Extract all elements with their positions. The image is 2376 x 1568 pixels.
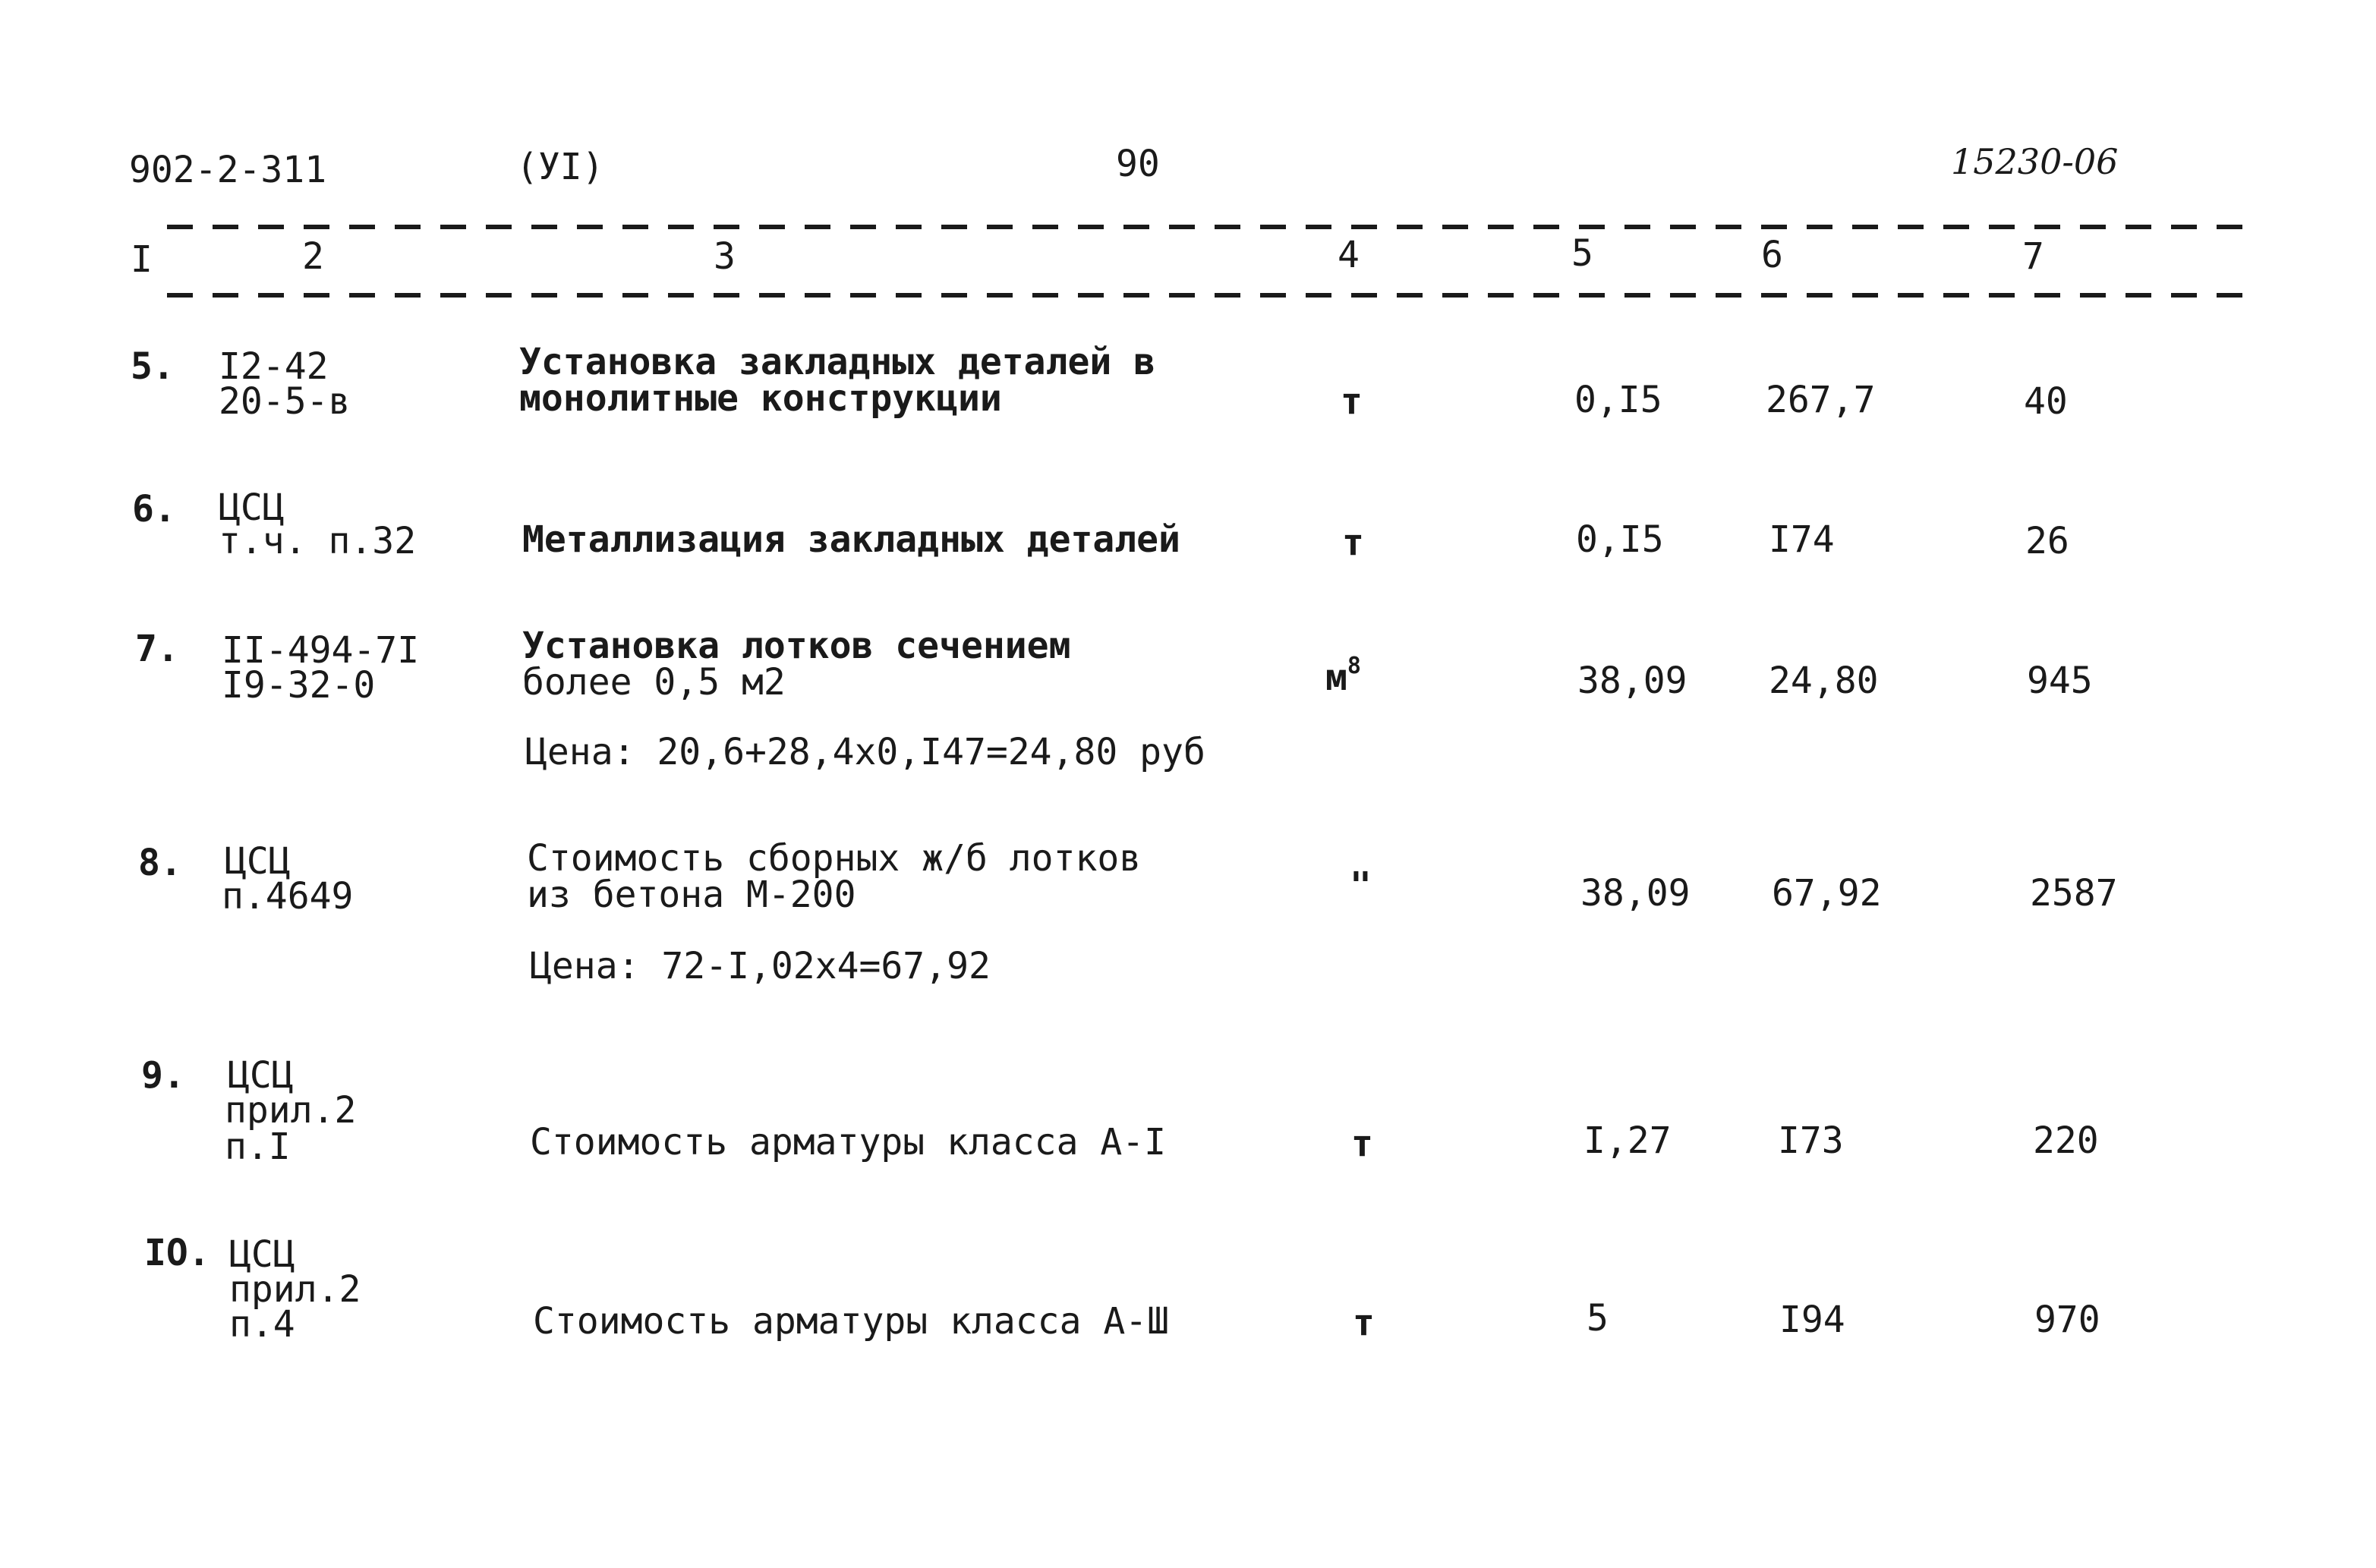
section-label: (УI): [516, 146, 604, 188]
row-number: 7.: [135, 628, 179, 670]
row-code-line: I9-32-0: [222, 664, 376, 707]
column-number-6: 6: [1761, 234, 1783, 276]
row-code-line: 20-5-в: [219, 380, 351, 423]
row-total: 945: [2027, 660, 2093, 702]
row-unit: [1325, 653, 1361, 699]
document-code: 902-2-311: [129, 149, 327, 191]
row-total: 970: [2034, 1299, 2100, 1341]
row-unit: т: [1353, 1302, 1375, 1344]
row-number: 8.: [138, 842, 182, 884]
row-number: 6.: [132, 488, 176, 531]
row-price-note: Цена: 72-I,02х4=67,92: [530, 945, 991, 987]
row-total: 220: [2033, 1119, 2099, 1162]
row-price-note: Цена: 20,6+28,4х0,I47=24,80 руб: [525, 731, 1205, 773]
row-total: 26: [2025, 520, 2069, 562]
row-code-line: прил.2: [225, 1089, 357, 1132]
row-code-line: прил.2: [229, 1268, 361, 1311]
row-unit-price: 267,7: [1766, 379, 1876, 421]
row-number: 9.: [141, 1054, 185, 1097]
row-description-line: монолитные конструкции: [519, 377, 1002, 420]
row-description-line: более 0,5 м2: [522, 661, 786, 704]
row-unit: ": [1350, 864, 1372, 907]
row-unit-price: I94: [1779, 1299, 1845, 1341]
page-number: 90: [1116, 143, 1160, 185]
row-code-line: I2-42: [219, 345, 329, 388]
column-number-3: 3: [714, 235, 736, 278]
row-code-line: п.4649: [222, 875, 354, 918]
row-code-line: ЦСЦ: [229, 1233, 295, 1276]
row-quantity: 5: [1587, 1297, 1609, 1340]
row-code-line: т.ч. п.32: [219, 520, 417, 562]
row-description-line: Стоимость сборных ж/б лотков: [527, 837, 1142, 880]
row-unit-base: м: [1325, 656, 1347, 699]
row-unit-price: I73: [1778, 1119, 1844, 1162]
row-description-line: Стоимость арматуры класса А-I: [530, 1121, 1167, 1163]
column-number-1: I: [131, 238, 153, 281]
row-unit-superscript: 8: [1347, 653, 1361, 679]
column-number-5: 5: [1571, 232, 1593, 275]
row-code-line: п.4: [229, 1303, 295, 1346]
header-top-rule: [167, 225, 2262, 229]
column-number-7: 7: [2022, 235, 2044, 278]
row-code-line: ЦСЦ: [219, 486, 285, 529]
row-unit: т: [1351, 1122, 1373, 1165]
header-bottom-rule: [167, 293, 2262, 298]
column-number-2: 2: [302, 235, 324, 278]
row-number: IO.: [144, 1232, 210, 1274]
row-total: 2587: [2030, 872, 2118, 915]
row-unit-price: 67,92: [1772, 872, 1882, 915]
reference-number: 15230-06: [1951, 141, 2119, 182]
row-number: 5.: [131, 345, 175, 388]
column-number-4: 4: [1338, 234, 1360, 276]
row-quantity: 0,I5: [1576, 518, 1664, 561]
row-description-line: Стоимость арматуры класса А-Ш: [533, 1300, 1170, 1343]
row-code-line: ЦСЦ: [228, 1054, 294, 1097]
row-quantity: 38,09: [1580, 872, 1691, 915]
row-quantity: 38,09: [1577, 660, 1687, 702]
row-unit: т: [1342, 521, 1364, 564]
row-description-line: Металлизация закладных деталей: [522, 518, 1180, 561]
row-code-line: II-494-7I: [222, 629, 420, 672]
row-description-line: Установка лотков сечением: [522, 625, 1071, 667]
row-unit-price: 24,80: [1769, 660, 1879, 702]
row-unit: т: [1341, 380, 1363, 423]
row-unit-price: I74: [1769, 518, 1835, 561]
row-code-line: ЦСЦ: [225, 840, 291, 883]
row-quantity: 0,I5: [1574, 379, 1662, 421]
row-quantity: I,27: [1583, 1119, 1672, 1162]
row-description-line: из бетона М-200: [527, 874, 856, 916]
row-code-line: п.I: [225, 1126, 291, 1168]
row-description-line: Установка закладных деталей в: [519, 341, 1156, 383]
row-total: 40: [2024, 380, 2068, 423]
